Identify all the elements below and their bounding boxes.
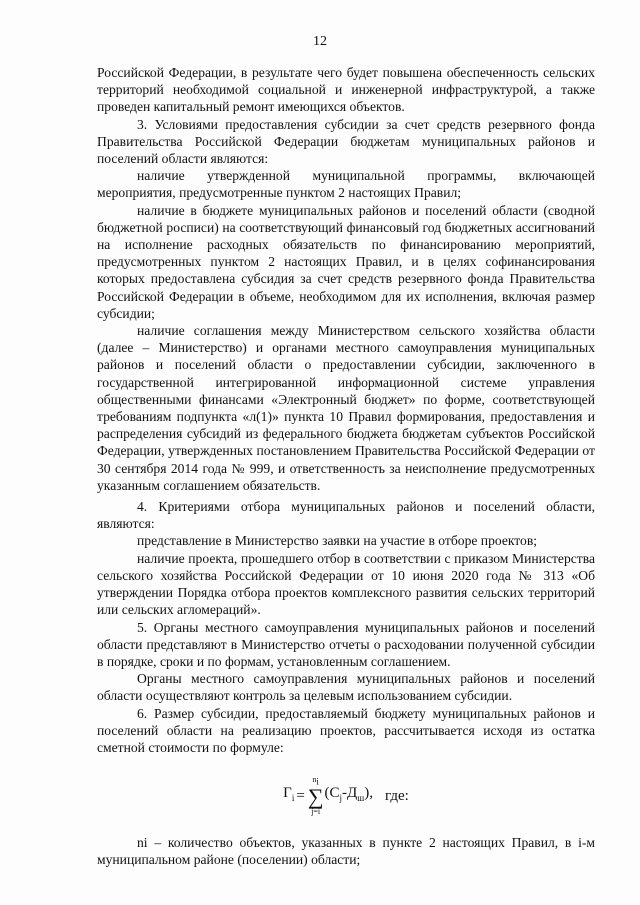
- formula-where-label: где:: [384, 787, 409, 804]
- summation-symbol: $n_i$ ∑ j=i: [307, 774, 324, 817]
- formula-equals: =: [296, 787, 305, 804]
- paragraph: наличие утвержденной муниципальной программы, включающей мероприятия, предусмотренные пунктом 2 настоящих Правил;: [97, 168, 595, 201]
- paragraph: наличие проекта, прошедшего отбор в соответствии с приказом Министерства сельского хозяйства Российской Федерации от 10 июня 2020 года № 313 «Об утверждении Порядка отбора проектов комплексного развития сельских территорий или сельских агломераций».: [97, 550, 595, 618]
- paragraph: 6. Размер субсидии, предоставляемый бюджету муниципальных районов и поселений области на реализацию проектов, рассчитывается исходя из остатка сметной стоимости по формуле:: [97, 705, 595, 755]
- document-body: [97, 64, 595, 869]
- paragraph: Органы местного самоуправления муниципальных районов и поселений области осуществляют контроль за целевым использованием субсидии.: [97, 671, 595, 704]
- paragraph: 4. Критериями отбора муниципальных районов и поселений области, являются:: [97, 499, 595, 532]
- paragraph: наличие в бюджете муниципальных районов и поселений области (сводной бюджетной росписи) на соответствующий финансовый год бюджетных ассигнований на исполнение расходных обязательств по финансированию мероприятий, предусмотренных пунктом 2 настоящих Правил, и в целях софинансирования которых предоставлена субсидия за счет средств резервного фонда Правительства Российской Федерации в объеме, необходимом для их исполнения, включая размер субсидии;: [97, 202, 595, 321]
- formula-term: $(С_j-Д_ш)$,: [324, 785, 373, 804]
- paragraph: Российской Федерации, в результате чего будет повышена обеспеченность сельских территорий необходимой социальной и инженерной инфраструктурой, а также проведен капитальный ремонт имеющихся объектов.: [97, 65, 595, 115]
- page-number: 12: [313, 34, 327, 49]
- paragraph: ni – количество объектов, указанных в пункте 2 настоящих Правил, в i-м муниципальном районе (поселении) области;: [97, 835, 595, 868]
- paragraph: представление в Министерство заявки на участие в отборе проектов;: [137, 533, 538, 549]
- subsidy-formula: [97, 772, 595, 820]
- formula-lhs: $Г_i$: [283, 785, 295, 804]
- paragraph: 5. Органы местного самоуправления муниципальных районов и поселений области представляют в Министерство отчеты о расходовании полученной субсидии в порядке, сроки и по формам, установленным соглашением.: [97, 619, 595, 669]
- paragraph: 3. Условиями предоставления субсидии за счет средств резервного фонда Правительства Российской Федерации бюджетам муниципальных районов и поселений области являются:: [97, 116, 595, 167]
- paragraph: наличие соглашения между Министерством сельского хозяйства области (далее – Министерство) и органами местного самоуправления муниципальных районов и поселений области о предоставлении субсидии, заключенного в государственной интегрированной информационной системе управления общественными финансами «Электронный бюджет» по форме, соответствующей требованиям подпункта «л(1)» пункта 10 Правил формирования, предоставления и распределения субсидий из федерального бюджета бюджетам субъектов Российской Федерации, утвержденных постановлением Правительства Российской Федерации от 30 сентября 2014 года № 999, и ответственность за неисполнение предусмотренных указанным соглашением обязательств.: [97, 323, 595, 493]
